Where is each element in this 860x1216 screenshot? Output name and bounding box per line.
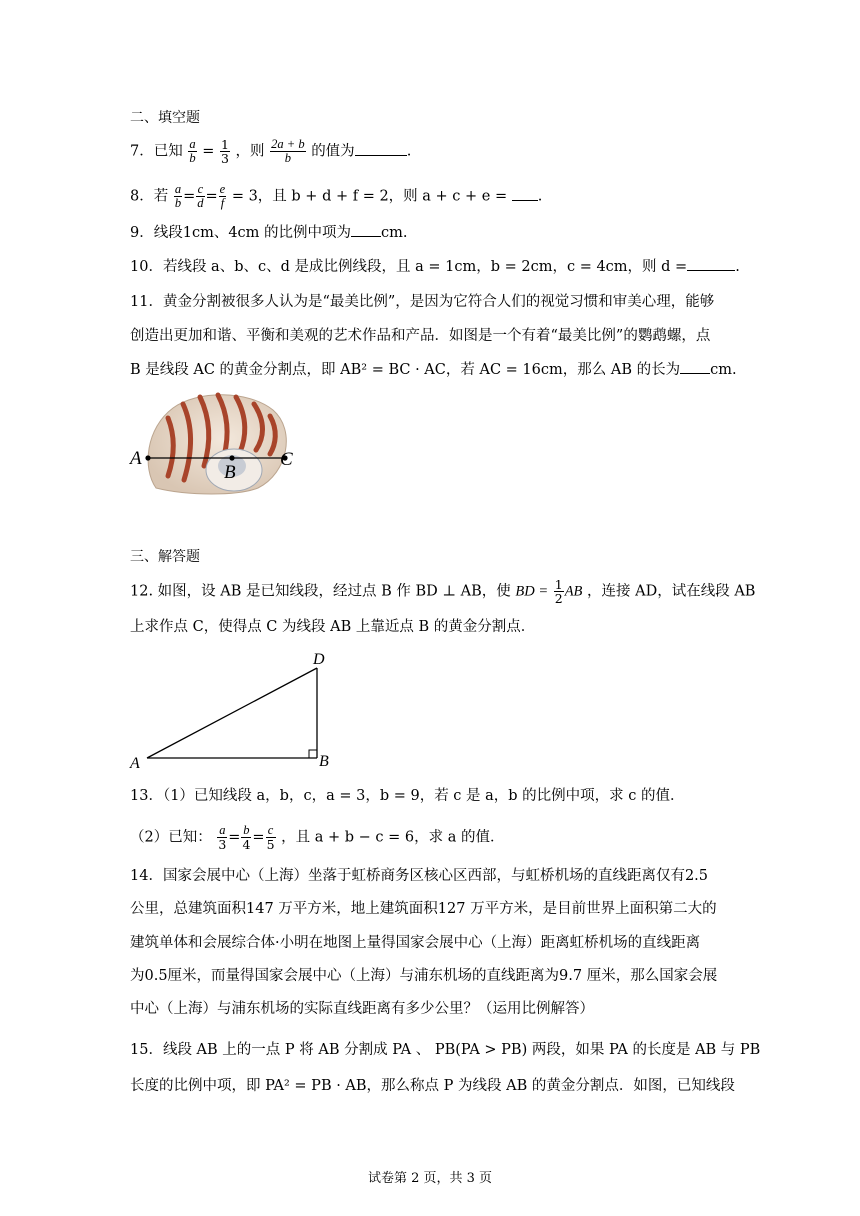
q8-fraction-c-d: $\frac{c}{d}$ [197, 182, 204, 210]
point-A [145, 455, 150, 460]
question-15-line-1: 15．线段 AB 上的一点 P 将 AB 分割成 PA 、 PB(PA > PB) 两段，如果 PA 的长度是 AB 与 PB [130, 1042, 761, 1058]
q13-fraction-b-4: $\frac{b}{4}$ [242, 823, 251, 852]
question-10: 10．若线段 a、b、c、d 是成比例线段，且 a = 1cm，b = 2cm，c = 4cm，则 d = . [130, 259, 740, 275]
question-11-line-2: 创造出更加和谐、平衡和美观的艺术作品和产品．如图是一个有着“最美比例”的鹦鹉螺，点 [130, 328, 711, 344]
question-15-line-2: 长度的比例中项，即 PA² = PB · AB，那么称点 P 为线段 AB 的黄金分割点．如图，已知线段 [130, 1078, 735, 1094]
question-14-line-2: 公里，总建筑面积147 万平方米，地上建筑面积127 万平方米，是目前世界上面积第二大的 [130, 901, 717, 917]
q8-condition: = 3，且 b + d + f = 2，则 a + c + e = [231, 188, 508, 205]
label-C: C [280, 449, 293, 470]
question-12-line-2: 上求作点 C，使得点 C 为线段 AB 上靠近点 B 的黄金分割点． [130, 619, 536, 635]
answer-blank [687, 258, 735, 271]
question-12-line-1: 12. 如图，设 AB 是已知线段，经过点 B 作 BD ⊥ AB，使 BD = $\frac{1}{2}$ AB ，连接 AD，试在线段 AB [130, 577, 756, 606]
q7-prefix: 7．已知 [130, 143, 183, 160]
question-11-line-3: B 是线段 AC 的黄金分割点，即 AB² = BC · AC，若 AC = 16cm，那么 AB 的长为 cm. [130, 362, 737, 378]
question-14-line-1: 14．国家会展中心（上海）坐落于虹桥商务区核心区西部，与虹桥机场的直线距离仅有2.5 [130, 868, 709, 884]
q8-fraction-e-f: $\frac{e}{f}$ [219, 182, 226, 210]
question-13-part-2: （2）已知： $\frac{a}{3}$ = $\frac{b}{4}$ = $\frac{c}{5}$ ，且 a + b − c = 6，求 a 的值． [130, 823, 505, 852]
answer-blank [512, 188, 538, 201]
right-triangle-figure [125, 650, 340, 775]
q13-fraction-a-3: $\frac{a}{3}$ [218, 823, 227, 852]
question-7: 7．已知 $\frac{a}{b}$ = $\frac{1}{3}$ ，则 $\frac{2a + b}{b}$ 的值为 . [130, 137, 412, 166]
question-9: 9．线段1cm、4cm 的比例中项为 cm. [130, 225, 408, 241]
question-8: 8．若 $\frac{a}{b}$ = $\frac{c}{d}$ = $\frac{e}{f}$ = 3，且 b + d + f = 2，则 a + c + e = . [130, 182, 543, 210]
question-14-line-4: 为0.5厘米，而量得国家会展中心（上海）与浦东机场的直线距离为9.7 厘米，那么国家会展 [130, 968, 718, 984]
answer-blank [351, 224, 381, 237]
question-13-part-1: 13．（1）已知线段 a，b，c，a = 3，b = 9，若 c 是 a，b 的比例中项，求 c 的值． [130, 788, 685, 804]
q7-fraction-2a-b: $\frac{2a + b}{b}$ [271, 137, 305, 165]
page-footer: 试卷第 2 页，共 3 页 [367, 1171, 493, 1186]
label-B: B [224, 462, 236, 483]
answer-blank [355, 143, 407, 156]
q13-fraction-c-5: $\frac{c}{5}$ [266, 823, 275, 852]
section-heading-solve: 三、解答题 [130, 549, 200, 565]
label-B: B [319, 753, 329, 770]
point-B [229, 455, 234, 460]
right-angle-mark [309, 750, 317, 758]
label-D: D [313, 651, 325, 668]
q7-fraction-1-3: $\frac{1}{3}$ [220, 137, 229, 166]
q7-fraction-a-b: $\frac{a}{b}$ [189, 137, 196, 165]
nautilus-shell-figure [128, 388, 303, 498]
label-A: A [130, 755, 140, 772]
question-11-line-1: 11．黄金分割被很多人认为是“最美比例”，是因为它符合人们的视觉习惯和审美心理，能够 [130, 294, 715, 310]
q8-fraction-a-b: $\frac{a}{b}$ [174, 182, 182, 210]
section-heading-fill: 二、填空题 [130, 110, 200, 126]
question-14-line-5: 中心（上海）与浦东机场的实际直线距离有多少公里？（运用比例解答） [130, 1001, 594, 1017]
label-A: A [130, 448, 142, 469]
segment-AD [147, 668, 317, 758]
question-14-line-3: 建筑单体和会展综合体·小明在地图上量得国家会展中心（上海）距离虹桥机场的直线距离 [130, 935, 701, 951]
q12-fraction-half: $\frac{1}{2}$ [554, 577, 563, 606]
answer-blank [680, 361, 710, 374]
